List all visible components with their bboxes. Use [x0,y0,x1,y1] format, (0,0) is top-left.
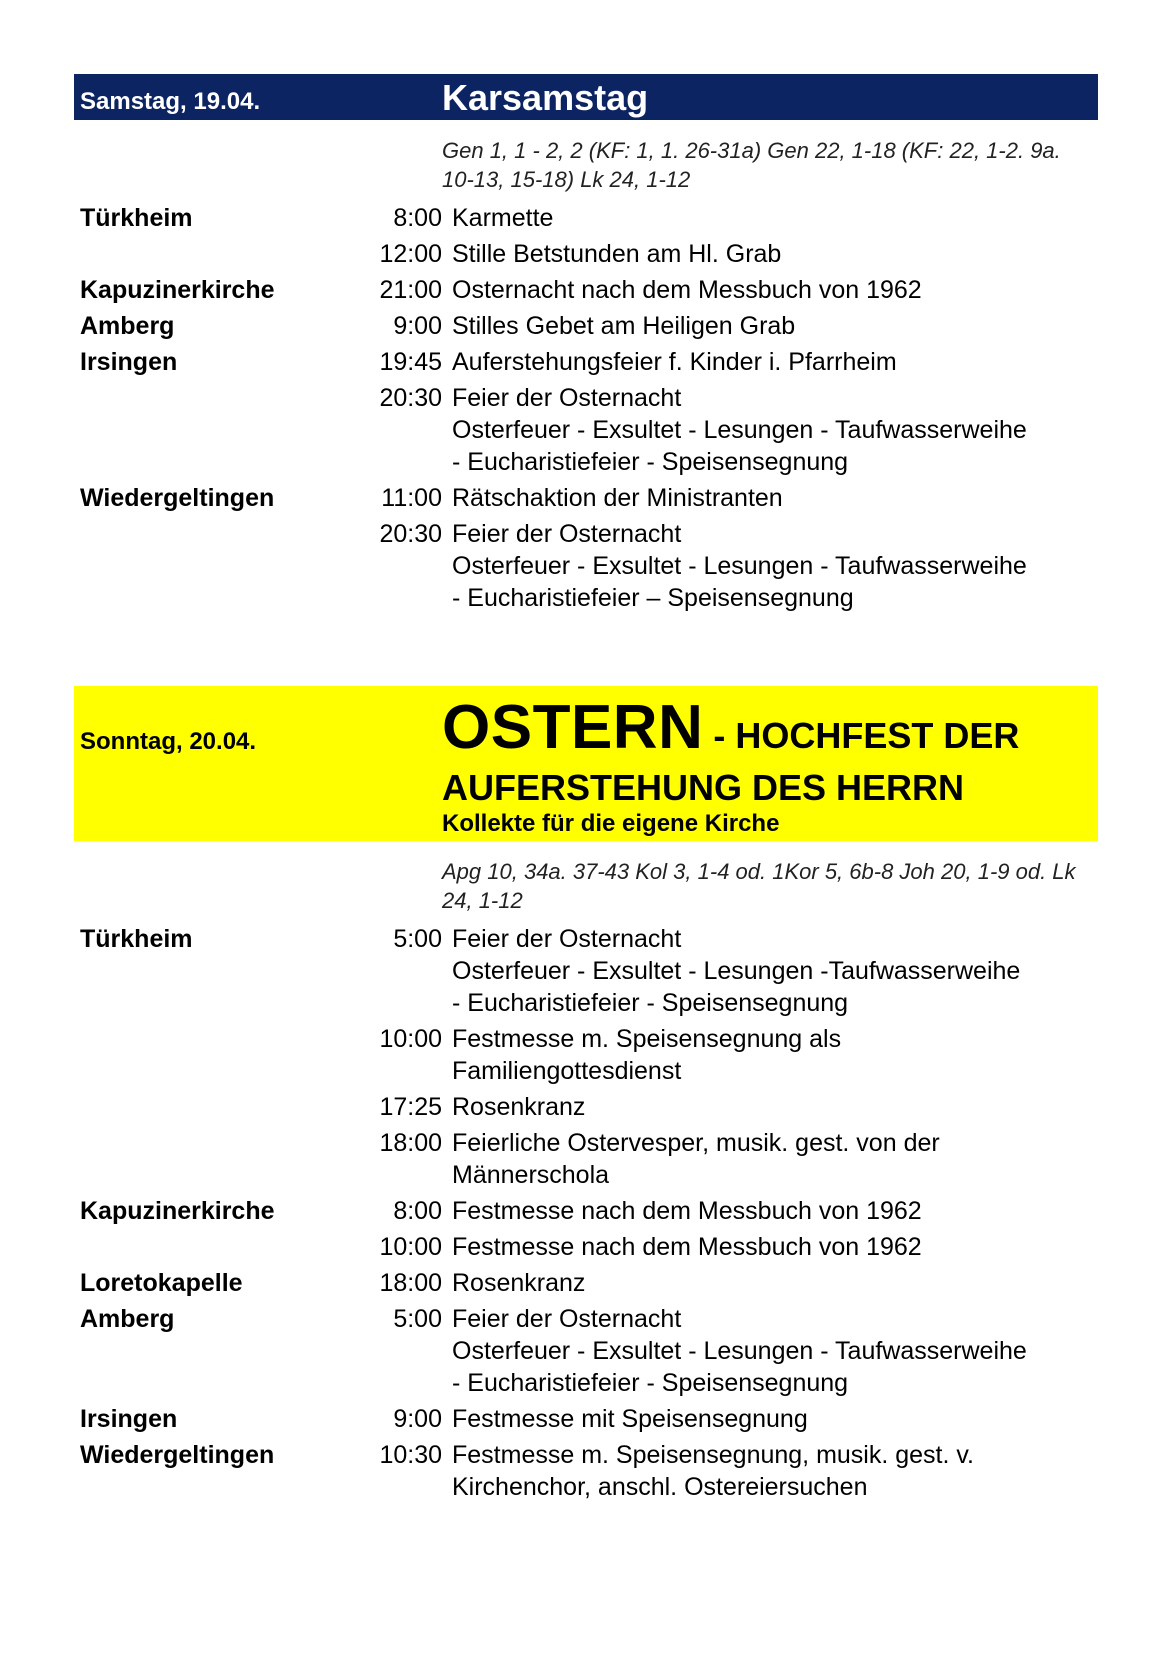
sunday-subtitle: Kollekte für die eigene Kirche [442,810,780,837]
location-label: Irsingen [80,348,178,376]
schedule-row [74,1125,1098,1193]
schedule-row [74,1437,1098,1505]
time-label: 17:25 [379,1093,442,1121]
event-description-line: Feierliche Ostervesper, musik. gest. von der [452,1129,940,1157]
location-label: Amberg [80,1305,175,1333]
location-label: Kapuzinerkirche [80,1197,275,1225]
event-description [442,1437,1098,1505]
event-description-line: - Eucharistiefeier - Speisensegnung [452,448,849,476]
event-description-line: - Eucharistiefeier - Speisensegnung [452,989,849,1017]
location-label [74,1229,300,1265]
event-description-line: Rosenkranz [452,1093,586,1121]
sunday-header-band [74,686,1098,841]
event-description-line: Festmesse mit Speisensegnung [452,1405,808,1433]
event-description-line: Karmette [452,204,554,232]
time-label: 10:30 [379,1441,442,1469]
event-description [442,1401,1098,1437]
event-description-line: Auferstehungsfeier f. Kinder i. Pfarrheim [452,348,897,376]
location-label [74,380,300,480]
time-label: 5:00 [393,925,442,953]
sunday-schedule-table [74,921,1098,1505]
event-description [442,200,1098,236]
location-label: Wiedergeltingen [80,484,275,512]
event-description-line: Osterfeuer - Exsultet - Lesungen -Taufwasserweihe [452,957,1021,985]
location-label [74,1021,300,1089]
event-description-line: Rosenkranz [452,1269,586,1297]
event-description-line: Osterfeuer - Exsultet - Lesungen - Taufwasserweihe [452,416,1027,444]
schedule-row [74,344,1098,380]
sunday-date: Sonntag, 20.04. [80,728,257,755]
event-description-line: Osternacht nach dem Messbuch von 1962 [452,276,922,304]
location-label: Türkheim [80,925,193,953]
location-label: Amberg [80,312,175,340]
time-label: 11:00 [381,484,442,512]
event-description [442,1229,1098,1265]
schedule-row [74,308,1098,344]
event-description [442,236,1098,272]
event-description-line: Feier der Osternacht [452,384,682,412]
event-description [442,1265,1098,1301]
event-description-line: Osterfeuer - Exsultet - Lesungen - Taufwasserweihe [452,552,1027,580]
location-label [74,1089,300,1125]
saturday-schedule-table [74,200,1098,616]
location-label [74,516,300,616]
event-description-line: Familiengottesdienst [452,1057,682,1085]
time-label: 5:00 [393,1305,442,1333]
saturday-header-band [74,74,1098,120]
schedule-row [74,921,1098,1021]
event-description-line: Osterfeuer - Exsultet - Lesungen - Taufwasserweihe [452,1337,1027,1365]
sunday-section [74,686,1098,1505]
time-label: 18:00 [379,1269,442,1297]
event-description-line: - Eucharistiefeier - Speisensegnung [452,1369,849,1397]
time-label: 18:00 [379,1129,442,1157]
location-label: Türkheim [80,204,193,232]
sunday-title-line-2: AUFERSTEHUNG DES HERRN [442,767,965,808]
event-description-line: Kirchenchor, anschl. Ostereiersuchen [452,1473,868,1501]
time-label: 9:00 [393,312,442,340]
schedule-row [74,516,1098,616]
time-label: 10:00 [379,1025,442,1053]
time-label: 10:00 [379,1233,442,1261]
time-label: 20:30 [379,384,442,412]
location-label [74,236,300,272]
saturday-section [74,74,1098,616]
event-description [442,516,1098,616]
event-description-line: Stille Betstunden am Hl. Grab [452,240,782,268]
event-description-line: Männerschola [452,1161,610,1189]
schedule-row [74,1089,1098,1125]
event-description [442,272,1098,308]
event-description-line: Festmesse m. Speisensegnung, musik. gest. v. [452,1441,974,1469]
schedule-row [74,1193,1098,1229]
schedule-row [74,1265,1098,1301]
location-label: Loretokapelle [80,1269,243,1297]
sunday-title-line-1 [442,692,1019,763]
schedule-row [74,200,1098,236]
schedule-row [74,380,1098,480]
sunday-title-big: OSTERN [442,693,704,762]
event-description [442,921,1098,1021]
time-label: 12:00 [379,240,442,268]
location-label: Kapuzinerkirche [80,276,275,304]
time-label: 9:00 [393,1405,442,1433]
time-label: 8:00 [393,204,442,232]
schedule-row [74,1301,1098,1401]
location-label: Irsingen [80,1405,178,1433]
saturday-title: Karsamstag [442,77,649,118]
schedule-row [74,236,1098,272]
location-label [74,1125,300,1193]
event-description-line: Festmesse nach dem Messbuch von 1962 [452,1233,922,1261]
event-description-line: - Eucharistiefeier – Speisensegnung [452,584,854,612]
event-description [442,380,1098,480]
event-description [442,1089,1098,1125]
sunday-title-rest: - HOCHFEST DER [703,715,1020,756]
event-description-line: Feier der Osternacht [452,1305,682,1333]
sunday-readings: Apg 10, 34a. 37-43 Kol 3, 1-4 od. 1Kor 5, 6b-8 Joh 20, 1-9 od. Lk 24, 1-12 [442,859,1076,913]
event-description [442,1125,1098,1193]
event-description [442,344,1098,380]
event-description [442,1193,1098,1229]
event-description [442,1021,1098,1089]
time-label: 20:30 [379,520,442,548]
schedule-row [74,480,1098,516]
schedule-row [74,1021,1098,1089]
time-label: 8:00 [393,1197,442,1225]
event-description [442,480,1098,516]
time-label: 21:00 [379,276,442,304]
schedule-row [74,1401,1098,1437]
event-description-line: Feier der Osternacht [452,520,682,548]
event-description [442,1301,1098,1401]
event-description-line: Stilles Gebet am Heiligen Grab [452,312,796,340]
saturday-date: Samstag, 19.04. [80,88,261,115]
saturday-readings: Gen 1, 1 - 2, 2 (KF: 1, 1. 26-31a) Gen 22, 1-18 (KF: 22, 1-2. 9a. 10-13, 15-18) Lk 24, 1-12 [442,138,1061,192]
location-label: Wiedergeltingen [80,1441,275,1469]
schedule-row [74,272,1098,308]
event-description-line: Festmesse m. Speisensegnung als [452,1025,842,1053]
event-description [442,308,1098,344]
event-description-line: Festmesse nach dem Messbuch von 1962 [452,1197,922,1225]
time-label: 19:45 [379,348,442,376]
schedule-row [74,1229,1098,1265]
event-description-line: Rätschaktion der Ministranten [452,484,783,512]
event-description-line: Feier der Osternacht [452,925,682,953]
